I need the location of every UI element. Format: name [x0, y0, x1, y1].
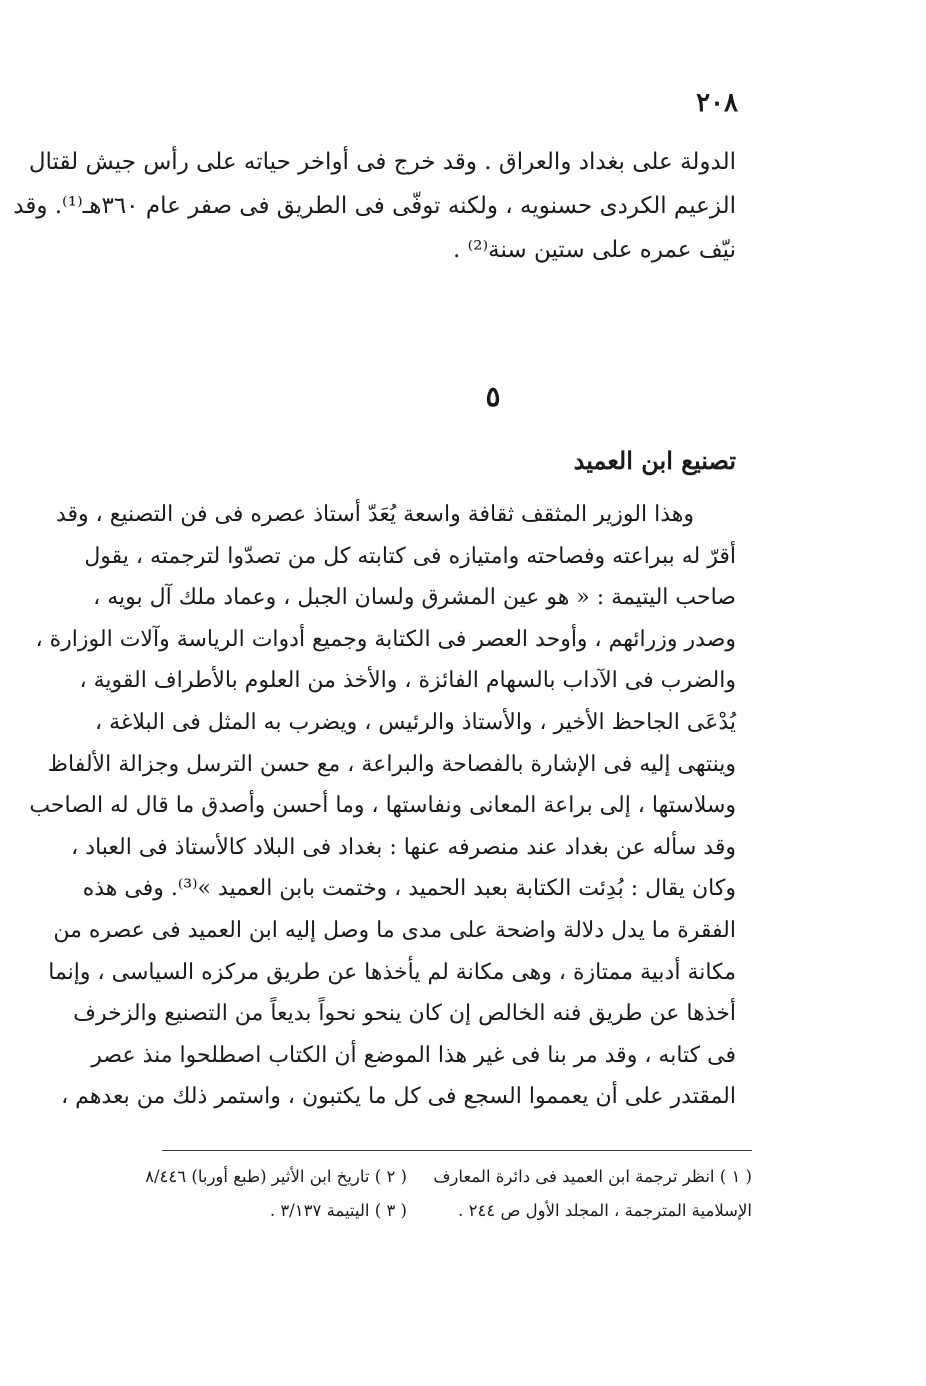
footnote-1 — [433, 1160, 752, 1228]
footnote-line: الإسلامية المترجمة ، المجلد الأول ص ٢٤٤ . — [458, 1201, 752, 1220]
text-line: فى كتابه ، وقد مر بنا فى غير هذا الموضع أن الكتاب اصطلحوا منذ عصر — [91, 1042, 736, 1068]
section-number: ٥ — [485, 380, 501, 413]
text-line: يُدْعَى الجاحظ الأخير ، والأستاذ والرئيس ، ويضرب به المثل فى البلاغة ، — [95, 709, 736, 735]
text-line: الفقرة ما يدل دلالة واضحة على مدى ما وصل إليه ابن العميد فى عصره من — [53, 917, 736, 943]
page-number: ٢٠٨ — [696, 88, 738, 118]
text-line: وهذا الوزير المثقف ثقافة واسعة يُعَدّ أستاذ عصره فى فن التصنيع ، وقد — [55, 502, 694, 527]
text-line: والضرب فى الآداب بالسهام الفائزة ، والأخذ من العلوم بالأطراف القوية ، — [79, 668, 736, 694]
text-line: وسلاستها ، إلى براعة المعانى ونفاستها ، وما أحسن وأصدق ما قال له الصاحب — [29, 793, 736, 819]
text-line: وقد سأله عن بغداد عند منصرفه عنها : بغداد فى البلاد كالأستاذ فى العباد ، — [71, 834, 736, 860]
footnote-2: ( ٢ ) تاريخ ابن الأثير (طبع أوربا) ٨/٤٤٦ — [145, 1167, 407, 1186]
text-line: وكان يقال : بُدِئت الكتابة بعبد الحميد ، وختمت بابن العميد »⁽³⁾. وفى هذه — [82, 876, 736, 902]
footnotes-2-3 — [87, 1160, 407, 1228]
footnote-line: ( ١ ) انظر ترجمة ابن العميد فى دائرة المعارف — [433, 1167, 752, 1186]
text-line: نيّف عمره على ستين سنة⁽²⁾ . — [452, 237, 736, 263]
text-line: الدولة على بغداد والعراق . وقد خرج فى أواخر حياته على رأس جيش لقتال — [28, 149, 736, 175]
text-line: الزعيم الكردى حسنويه ، ولكنه توفّى فى الطريق فى صفر عام ٣٦٠هـ⁽¹⁾. وقد — [13, 193, 736, 219]
text-line: مكانة أدبية ممتازة ، وهى مكانة لم يأخذها عن طريق مركزه السياسى ، وإنما — [48, 959, 736, 985]
text-line: المقتدر على أن يعمموا السجع فى كل ما يكتبون ، واستمر ذلك من بعدهم ، — [61, 1084, 736, 1110]
text-line: أقرّ له ببراعته وفصاحته وامتيازه فى كتابته كل من تصدّوا لترجمته ، يقول — [84, 543, 736, 569]
text-line: صاحب اليتيمة : « هو عين المشرق ولسان الجبل ، وعماد ملك آل بويه ، — [93, 585, 736, 611]
section-title: تصنيع ابن العميد — [573, 446, 736, 475]
body-paragraph — [29, 494, 736, 1118]
intro-paragraph — [13, 140, 736, 272]
text-line: وصدر وزرائهم ، وأوحد العصر فى الكتابة وجميع أدوات الرياسة وآلات الوزارة ، — [35, 626, 736, 652]
text-line: أخذها عن طريق فنه الخالص إن كان ينحو نحواً بديعاً من التصنيع والزخرف — [73, 1001, 736, 1027]
text-line: وينتهى إليه فى الإشارة بالفصاحة والبراعة ، مع حسن الترسل وجزالة الألفاظ — [47, 751, 736, 777]
footnote-divider — [162, 1150, 752, 1151]
footnote-3: ( ٣ ) اليتيمة ٣/١٣٧ . — [269, 1201, 407, 1220]
